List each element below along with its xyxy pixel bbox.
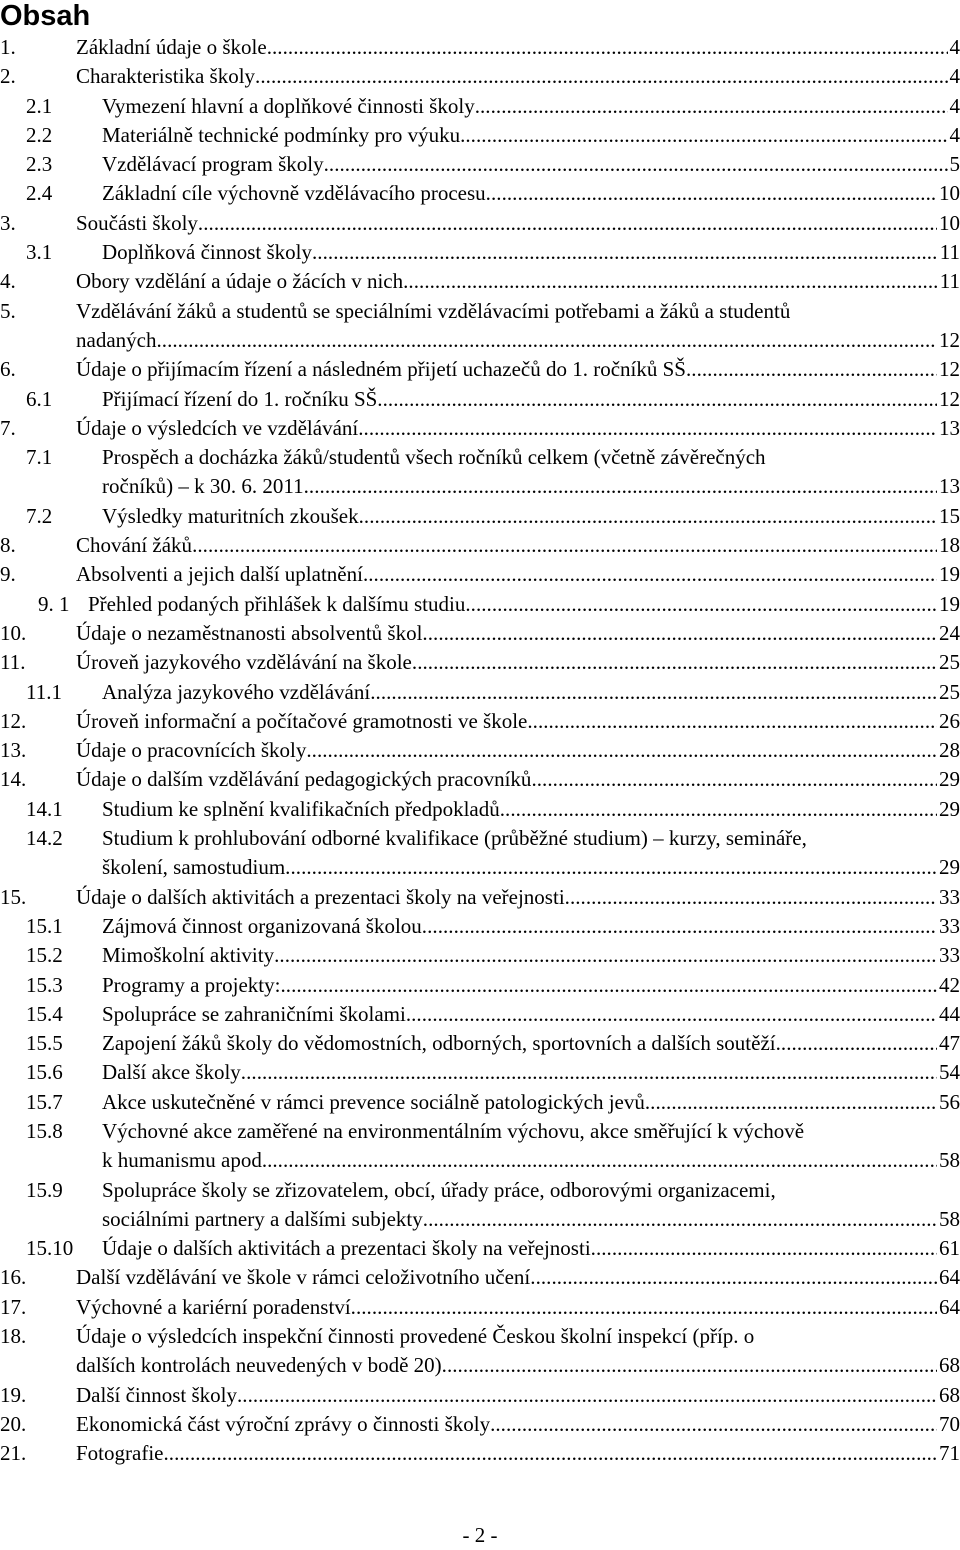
toc-entry-number: 3.1 bbox=[26, 240, 53, 265]
toc-entry-page: 64 bbox=[939, 1294, 960, 1319]
toc-entry-text: Úroveň jazykového vzdělávání na škole bbox=[76, 650, 412, 675]
toc-entry-number: 15.5 bbox=[26, 1031, 63, 1056]
toc-entry-page: 71 bbox=[939, 1441, 960, 1466]
toc-entry-page: 4 bbox=[949, 64, 960, 89]
toc-entry-text: Studium k prohlubování odborné kvalifikace (průběžné studium) – kurzy, semináře, bbox=[102, 826, 807, 851]
dot-leader bbox=[377, 385, 937, 414]
toc-entry-page: 5 bbox=[949, 152, 960, 177]
toc-entry[interactable] bbox=[0, 619, 960, 648]
toc-entry[interactable] bbox=[0, 33, 960, 62]
toc-entry-page: 25 bbox=[939, 650, 960, 675]
toc-entry-page: 11 bbox=[939, 240, 960, 265]
toc-entry-number: 10. bbox=[0, 620, 27, 645]
toc-entry-text: Údaje o pracovnících školy bbox=[76, 738, 307, 763]
dot-leader bbox=[423, 1205, 937, 1234]
toc-entry-text: Vzdělávání žáků a studentů se speciálními vzdělávacími potřebami a žáků a studentů bbox=[76, 298, 791, 323]
toc-entry-number: 7.2 bbox=[26, 503, 53, 528]
dot-leader bbox=[255, 62, 947, 91]
toc-entry-page: 44 bbox=[939, 1001, 960, 1026]
toc-entry-page: 33 bbox=[939, 913, 960, 938]
toc-entry-page: 28 bbox=[939, 738, 960, 763]
dot-leader bbox=[442, 1351, 937, 1380]
toc-entry-number: 15.4 bbox=[26, 1001, 63, 1026]
toc-entry-text: nadaných bbox=[76, 327, 157, 352]
toc-entry[interactable] bbox=[0, 1000, 960, 1029]
dot-leader bbox=[486, 179, 937, 208]
toc-entry-text: dalších kontrolách neuvedených v bodě 20) bbox=[76, 1353, 442, 1378]
toc-entry-number: 1. bbox=[0, 35, 16, 59]
toc-entry[interactable] bbox=[0, 824, 960, 883]
toc-entry[interactable] bbox=[0, 121, 960, 150]
toc-entry-page: 19 bbox=[939, 591, 960, 616]
toc-entry-page: 61 bbox=[939, 1236, 960, 1261]
dot-leader bbox=[241, 1058, 937, 1087]
toc-entry-number: 5. bbox=[0, 298, 16, 323]
dot-leader bbox=[267, 1146, 937, 1175]
toc-entry-page: 24 bbox=[939, 620, 960, 645]
toc-entry-text: Údaje o dalším vzdělávání pedagogických pracovníků bbox=[76, 767, 532, 792]
toc-entry-number: 9. 1 bbox=[38, 591, 70, 616]
toc-entry-number: 15.9 bbox=[26, 1177, 63, 1202]
toc-entry-page: 11 bbox=[939, 269, 960, 294]
toc-entry[interactable] bbox=[0, 209, 960, 238]
page-number: - 2 - bbox=[462, 1523, 498, 1547]
toc-entry-number: 15.1 bbox=[26, 913, 63, 938]
dot-leader bbox=[403, 267, 938, 296]
toc-entry[interactable] bbox=[0, 1439, 960, 1468]
dot-leader bbox=[490, 1410, 937, 1439]
toc-entry-text: Vzdělávací program školy bbox=[102, 152, 324, 177]
toc-entry-number: 14.1 bbox=[26, 796, 63, 821]
toc-entry[interactable] bbox=[0, 238, 960, 267]
toc-entry[interactable] bbox=[0, 941, 960, 970]
toc-entry-text: Charakteristika školy bbox=[76, 64, 256, 89]
toc-entry[interactable] bbox=[0, 502, 960, 531]
toc-entry[interactable] bbox=[0, 443, 960, 502]
toc-entry[interactable] bbox=[0, 1381, 960, 1410]
toc-entry-text: Údaje o výsledcích ve vzdělávání bbox=[76, 415, 359, 440]
toc-entry[interactable] bbox=[0, 179, 960, 208]
toc-entry-page: 56 bbox=[939, 1089, 960, 1114]
toc-entry-number: 15. bbox=[0, 884, 27, 909]
toc-entry-page: 12 bbox=[939, 327, 960, 352]
toc-entry[interactable] bbox=[0, 883, 960, 912]
toc-entry-page: 42 bbox=[939, 972, 960, 997]
toc-entry-text: Akce uskutečněné v rámci prevence sociálně patologických jevů bbox=[102, 1089, 645, 1114]
toc-entry-number: 7. bbox=[0, 415, 16, 440]
toc-entry-number: 15.3 bbox=[26, 972, 63, 997]
toc-entry-number: 15.10 bbox=[26, 1236, 74, 1261]
toc-entry-page: 13 bbox=[939, 415, 960, 440]
toc-entry[interactable] bbox=[0, 678, 960, 707]
toc-entry-page: 58 bbox=[939, 1148, 960, 1173]
toc-entry-text: Úroveň informační a počítačové gramotnosti ve škole bbox=[76, 708, 528, 733]
toc-entry-page: 19 bbox=[939, 562, 960, 587]
toc-entry-text: školení, samostudium bbox=[102, 855, 286, 880]
toc-entry-number: 18. bbox=[0, 1324, 27, 1349]
toc-entry-page: 4 bbox=[949, 93, 960, 118]
toc-entry-number: 2.1 bbox=[26, 93, 53, 118]
toc-entry-text: Další činnost školy bbox=[76, 1382, 237, 1407]
toc-entry-page: 10 bbox=[939, 210, 960, 235]
dot-leader bbox=[475, 92, 948, 121]
dot-leader bbox=[351, 1293, 937, 1322]
toc-entry-number: 14.2 bbox=[26, 826, 63, 851]
toc-entry[interactable] bbox=[0, 795, 960, 824]
dot-leader bbox=[306, 736, 937, 765]
toc-entry-number: 17. bbox=[0, 1294, 27, 1319]
dot-leader bbox=[406, 1000, 937, 1029]
toc-entry-text: Absolventi a jejich další uplatnění bbox=[76, 562, 363, 587]
dot-leader bbox=[460, 121, 947, 150]
dot-leader bbox=[422, 912, 937, 941]
toc-entry-page: 58 bbox=[939, 1206, 960, 1231]
toc-entry-page: 33 bbox=[939, 884, 960, 909]
toc-entry[interactable] bbox=[0, 62, 960, 91]
toc-entry-text: Další akce školy bbox=[102, 1060, 241, 1085]
toc-entry-text: Chování žáků bbox=[76, 533, 193, 558]
toc-entry-number: 19. bbox=[0, 1382, 27, 1407]
dot-leader bbox=[163, 1439, 937, 1468]
toc-entry-text: ročníků) – k 30. 6. 2011 bbox=[102, 474, 304, 499]
dot-leader bbox=[304, 472, 937, 501]
dot-leader bbox=[363, 560, 937, 589]
dot-leader bbox=[412, 648, 937, 677]
toc-entry-text: Obory vzdělání a údaje o žácích v nich bbox=[76, 269, 404, 294]
toc-entry-number: 15.2 bbox=[26, 943, 63, 968]
toc-entry-text: Údaje o dalších aktivitách a prezentaci školy na veřejnosti bbox=[102, 1236, 591, 1261]
toc-entry-page: 47 bbox=[939, 1031, 960, 1056]
toc-entry[interactable] bbox=[0, 590, 960, 619]
dot-leader bbox=[686, 355, 937, 384]
toc-entry-page: 12 bbox=[939, 357, 960, 382]
toc-entry[interactable] bbox=[0, 92, 960, 121]
dot-leader bbox=[565, 883, 937, 912]
toc-entry-text: Údaje o přijímacím řízení a následném přijetí uchazečů do 1. ročníků SŠ bbox=[76, 357, 686, 382]
toc-entry-text: Prospěch a docházka žáků/studentů všech ročníků celkem (včetně závěrečných bbox=[102, 445, 766, 470]
toc-entry-page: 54 bbox=[939, 1060, 960, 1085]
toc-entry-text: Základní údaje o škole bbox=[76, 35, 267, 59]
dot-leader bbox=[285, 853, 937, 882]
dot-leader bbox=[465, 590, 937, 619]
toc-entry-text: Spolupráce se zahraničními školami bbox=[102, 1001, 406, 1026]
toc-entry-page: 68 bbox=[939, 1353, 960, 1378]
toc-entry-page: 15 bbox=[939, 503, 960, 528]
toc-entry[interactable] bbox=[0, 648, 960, 677]
toc-entry-number: 2.2 bbox=[26, 122, 53, 147]
toc-entry-number: 20. bbox=[0, 1411, 27, 1436]
toc-entry[interactable] bbox=[0, 531, 960, 560]
toc-entry-text: k humanismu apod. bbox=[102, 1148, 268, 1173]
toc-entry[interactable] bbox=[0, 150, 960, 179]
toc-entry-number: 16. bbox=[0, 1265, 27, 1290]
toc-entry-page: 64 bbox=[939, 1265, 960, 1290]
toc-entry-text: Materiálně technické podmínky pro výuku bbox=[102, 122, 461, 147]
toc-title: Obsah bbox=[0, 0, 91, 32]
toc-entry-text: sociálními partnery a dalšími subjekty bbox=[102, 1206, 423, 1231]
toc-entry-text: Vymezení hlavní a doplňkové činnosti školy bbox=[102, 93, 475, 118]
toc-entry[interactable] bbox=[0, 1410, 960, 1439]
toc-entry-number: 2. bbox=[0, 64, 16, 89]
dot-leader bbox=[500, 795, 937, 824]
table-of-contents bbox=[0, 33, 960, 1469]
toc-entry-page: 26 bbox=[939, 708, 960, 733]
toc-entry-page: 4 bbox=[949, 35, 960, 59]
dot-leader bbox=[324, 150, 948, 179]
toc-entry-text: Mimoškolní aktivity bbox=[102, 943, 275, 968]
dot-leader bbox=[192, 531, 937, 560]
dot-leader bbox=[527, 707, 937, 736]
toc-entry[interactable] bbox=[0, 414, 960, 443]
toc-entry[interactable] bbox=[0, 736, 960, 765]
toc-entry-number: 3. bbox=[0, 210, 16, 235]
toc-entry[interactable] bbox=[0, 971, 960, 1000]
toc-entry-page: 33 bbox=[939, 943, 960, 968]
toc-entry-text: Spolupráce školy se zřizovatelem, obcí, úřady práce, odborovými organizacemi, bbox=[102, 1177, 776, 1202]
toc-entry[interactable] bbox=[0, 267, 960, 296]
toc-entry-text: Analýza jazykového vzdělávání bbox=[102, 679, 371, 704]
toc-entry[interactable] bbox=[0, 1088, 960, 1117]
dot-leader bbox=[645, 1088, 937, 1117]
toc-entry-page: 70 bbox=[939, 1411, 960, 1436]
toc-entry-text: Přehled podaných přihlášek k dalšímu studiu bbox=[88, 591, 466, 616]
dot-leader bbox=[358, 414, 937, 443]
toc-entry[interactable] bbox=[0, 707, 960, 736]
toc-entry-text: Ekonomická část výroční zprávy o činnosti školy bbox=[76, 1411, 491, 1436]
toc-entry-text: Studium ke splnění kvalifikačních předpokladů bbox=[102, 796, 500, 821]
toc-entry[interactable] bbox=[0, 560, 960, 589]
toc-entry-page: 29 bbox=[939, 796, 960, 821]
dot-leader bbox=[531, 765, 937, 794]
dot-leader bbox=[422, 619, 937, 648]
dot-leader bbox=[530, 1263, 937, 1292]
toc-entry-number: 6.1 bbox=[26, 386, 53, 411]
toc-entry-page: 18 bbox=[939, 533, 960, 558]
toc-entry[interactable] bbox=[0, 1117, 960, 1176]
toc-entry-number: 11. bbox=[0, 650, 26, 675]
toc-entry-number: 2.3 bbox=[26, 152, 53, 177]
toc-entry-text: Fotografie bbox=[76, 1441, 164, 1466]
toc-entry[interactable] bbox=[0, 1029, 960, 1058]
toc-entry-number: 13. bbox=[0, 738, 27, 763]
toc-entry-number: 15.7 bbox=[26, 1089, 63, 1114]
toc-entry-number: 2.4 bbox=[26, 181, 53, 206]
toc-entry-text: Výchovné a kariérní poradenství bbox=[76, 1294, 351, 1319]
toc-entry[interactable] bbox=[0, 355, 960, 384]
toc-entry-number: 15.6 bbox=[26, 1060, 63, 1085]
toc-entry[interactable] bbox=[0, 385, 960, 414]
toc-entry-number: 11.1 bbox=[26, 679, 62, 704]
toc-entry-text: Součásti školy bbox=[76, 210, 198, 235]
dot-leader bbox=[370, 678, 937, 707]
toc-entry-page: 10 bbox=[939, 181, 960, 206]
toc-entry-text: Základní cíle výchovně vzdělávacího procesu bbox=[102, 181, 486, 206]
dot-leader bbox=[198, 209, 937, 238]
dot-leader bbox=[274, 941, 937, 970]
toc-entry-number: 9. bbox=[0, 562, 16, 587]
dot-leader bbox=[280, 971, 937, 1000]
dot-leader bbox=[359, 502, 937, 531]
toc-entry[interactable] bbox=[0, 1293, 960, 1322]
toc-entry-text: Údaje o nezaměstnanosti absolventů škol bbox=[76, 620, 423, 645]
toc-entry-text: Výsledky maturitních zkoušek bbox=[102, 503, 359, 528]
dot-leader bbox=[237, 1381, 937, 1410]
toc-entry-page: 29 bbox=[939, 855, 960, 880]
toc-entry-number: 14. bbox=[0, 767, 27, 792]
toc-entry-text: Doplňková činnost školy bbox=[102, 240, 312, 265]
toc-entry-page: 12 bbox=[939, 386, 960, 411]
toc-entry-page: 68 bbox=[939, 1382, 960, 1407]
toc-entry-number: 15.8 bbox=[26, 1118, 63, 1143]
toc-entry-text: Zájmová činnost organizovaná školou bbox=[102, 913, 422, 938]
toc-entry[interactable] bbox=[0, 765, 960, 794]
toc-entry-number: 6. bbox=[0, 357, 16, 382]
toc-entry-text: Další vzdělávání ve škole v rámci celoživotního učení bbox=[76, 1265, 531, 1290]
toc-entry[interactable] bbox=[0, 1263, 960, 1292]
toc-entry[interactable] bbox=[0, 1322, 960, 1381]
dot-leader bbox=[591, 1234, 937, 1263]
toc-entry-page: 13 bbox=[939, 474, 960, 499]
toc-entry-text: Údaje o dalších aktivitách a prezentaci školy na veřejnosti bbox=[76, 884, 565, 909]
toc-entry-text: Údaje o výsledcích inspekční činnosti provedené Českou školní inspekcí (příp. o bbox=[76, 1324, 755, 1349]
toc-entry[interactable] bbox=[0, 912, 960, 941]
toc-entry-number: 12. bbox=[0, 708, 27, 733]
toc-entry-number: 7.1 bbox=[26, 445, 53, 470]
toc-entry-number: 21. bbox=[0, 1441, 27, 1466]
toc-entry-page: 4 bbox=[949, 122, 960, 147]
dot-leader bbox=[267, 33, 948, 62]
toc-entry[interactable] bbox=[0, 1234, 960, 1263]
toc-entry-number: 8. bbox=[0, 533, 16, 558]
dot-leader bbox=[312, 238, 938, 267]
toc-entry[interactable] bbox=[0, 1176, 960, 1235]
toc-entry[interactable] bbox=[0, 297, 960, 356]
toc-entry-text: Zapojení žáků školy do vědomostních, odborných, sportovních a dalších soutěží bbox=[102, 1031, 776, 1056]
toc-entry-page: 25 bbox=[939, 679, 960, 704]
toc-entry-text: Přijímací řízení do 1. ročníku SŠ bbox=[102, 386, 378, 411]
dot-leader bbox=[156, 326, 937, 355]
toc-entry-text: Programy a projekty: bbox=[102, 972, 281, 997]
dot-leader bbox=[776, 1029, 937, 1058]
toc-entry[interactable] bbox=[0, 1058, 960, 1087]
toc-entry-page: 29 bbox=[939, 767, 960, 792]
toc-entry-text: Výchovné akce zaměřené na environmentálním výchovu, akce směřující k výchově bbox=[102, 1118, 805, 1143]
toc-entry-number: 4. bbox=[0, 269, 16, 294]
